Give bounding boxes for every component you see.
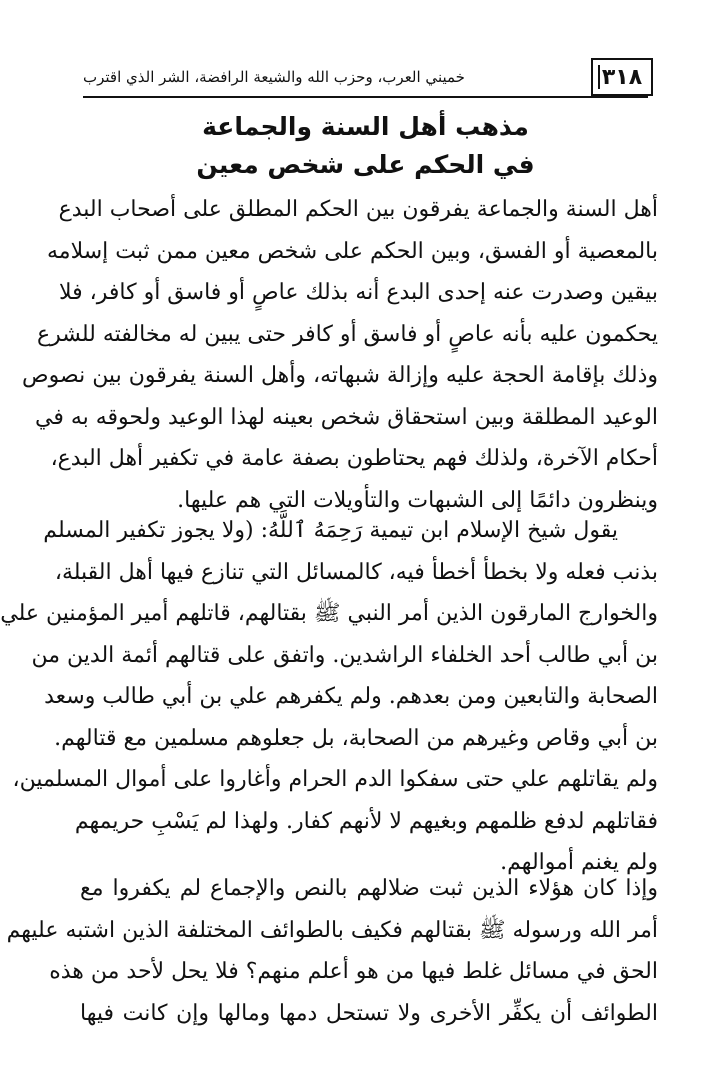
page-number: ٣١٨ (601, 64, 643, 90)
text-line: وإذا كان هؤلاء الذين ثبت ضلالهم بالنص والإجماع لم يكفروا مع (80, 876, 658, 901)
text-line: أمر الله ورسوله ﷺ بقتالهم فكيف بالطوائف المختلفة الذين اشتبه عليهم (6, 917, 658, 943)
text-line: أحكام الآخرة، ولذلك فهم يحتاطون بصفة عامة في تكفير أهل البدع، (50, 446, 658, 471)
text-line: الطوائف أن يكفِّر الأخرى ولا تستحل دمها ومالها وإن كانت فيها (80, 1000, 658, 1026)
text-line: بن أبي طالب أحد الخلفاء الراشدين. واتفق على قتالهم أئمة الدين من (31, 642, 658, 668)
text-line: ولم يقاتلهم علي حتى سفكوا الدم الحرام وأغاروا على أموال المسلمين، (12, 767, 658, 792)
text-line: وينظرون دائمًا إلى الشبهات والتأويلات التي هم عليها. (177, 487, 658, 513)
text-line: بيقين وصدرت عنه إحدى البدع أنه بذلك عاصٍ أو فاسق أو كافر، فلا (59, 280, 658, 305)
text-line: بالمعصية أو الفسق، وبين الحكم على شخص معين ممن ثبت إسلامه (47, 238, 658, 264)
text-line: ولم يغنم أموالهم. (500, 850, 658, 875)
text-line: فقاتلهم لدفع ظلمهم وبغيهم لا لأنهم كفار. ولهذا لم يَسْبِ حريمهم (74, 808, 658, 834)
running-title: خميني العرب، وحزب الله والشيعة الرافضة، الشر الذي اقترب (83, 68, 465, 86)
section-subtitle: في الحكم على شخص معين (196, 150, 535, 179)
text-line: والخوارج المارقون الذين أمر النبي ﷺ بقتالهم، قاتلهم أمير المؤمنين علي (0, 601, 658, 626)
text-line: وذلك بإقامة الحجة عليه وإزالة شبهاته، وأهل السنة يفرقون بين نصوص (22, 363, 658, 388)
text-line: الوعيد المطلقة وبين استحقاق شخص بعينه لهذا الوعيد ولحوقه به في (34, 404, 658, 430)
section-title: مذهب أهل السنة والجماعة (202, 112, 529, 141)
text-line: يقول شيخ الإسلام ابن تيمية رَحِمَهُ ٱللَّهُ: (ولا يجوز تكفير المسلم (43, 518, 618, 543)
paragraph-3 (6, 868, 658, 1034)
text-line: يحكمون عليه بأنه عاصٍ أو فاسق أو كافر حتى يبين له مخالفته للشرع (36, 321, 658, 347)
text-line: أهل السنة والجماعة يفرقون بين الحكم المطلق على أصحاب البدع (58, 197, 658, 222)
text-line: بذنب فعله ولا بخطأ أخطأ فيه، كالمسائل التي تنازع فيها أهل القبلة، (54, 559, 658, 585)
text-line: بن أبي وقاص وغيرهم من الصحابة، بل جعلوهم مسلمين مع قتالهم. (54, 725, 658, 751)
paragraph-1 (22, 189, 658, 521)
text-line: الصحابة والتابعين ومن بعدهم. ولم يكفرهم علي بن أبي طالب وسعد (44, 684, 658, 709)
running-header (83, 62, 648, 98)
text-line: الحق في مسائل غلط فيها من هو أعلم منهم؟ فلا يحل لأحد من هذه (49, 959, 658, 984)
paragraph-2 (0, 510, 658, 884)
